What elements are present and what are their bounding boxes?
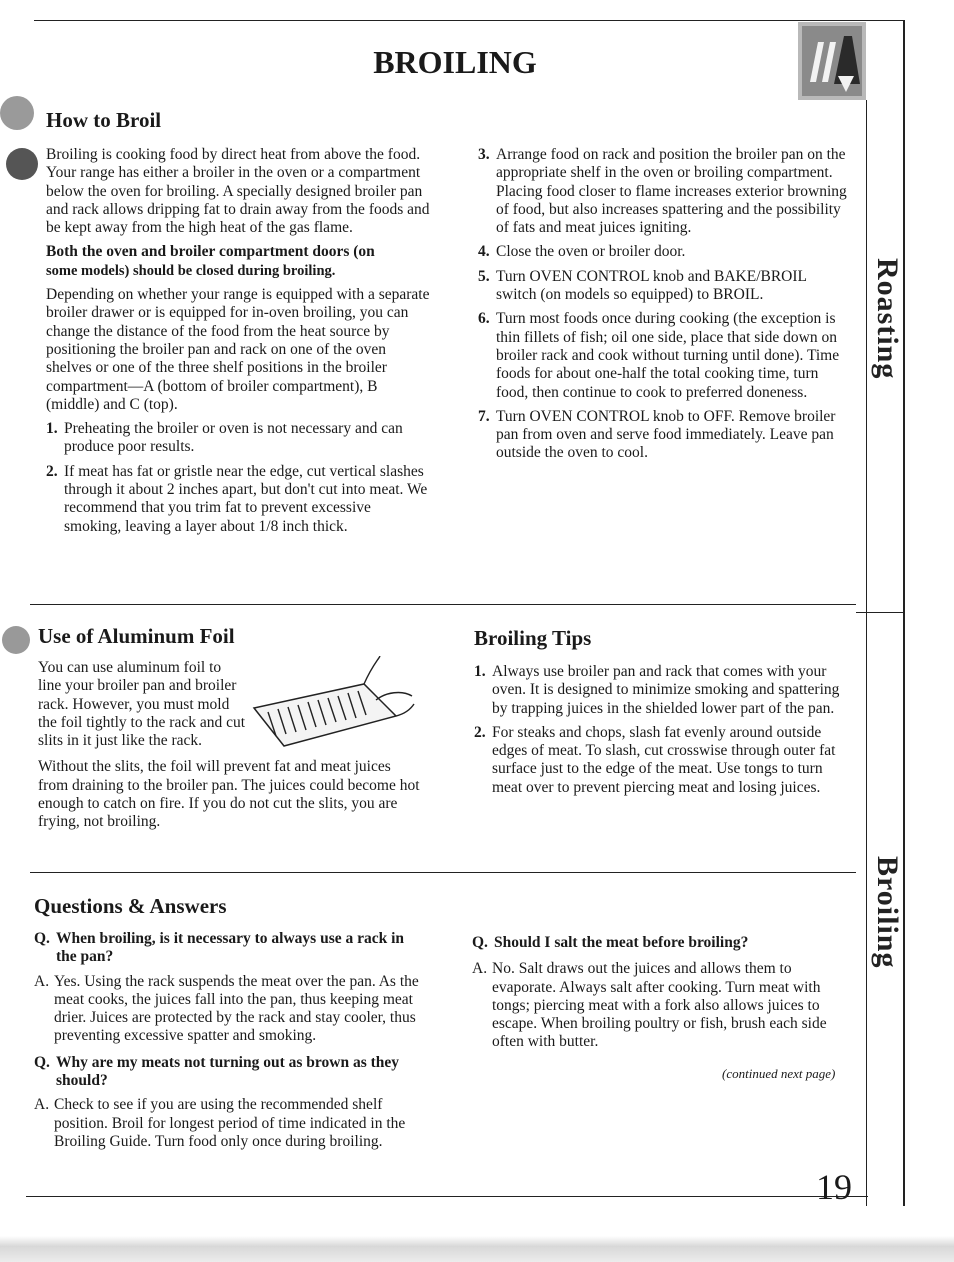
aluminum-foil-heading: Use of Aluminum Foil [38,624,235,648]
continued-note: (continued next page) [722,1066,836,1081]
warning-line-2: some models) should be closed during broiling. [46,262,336,279]
question: Q. When broiling, is it necessary to always use a rack in the pan? [34,930,405,966]
answer: A. No. Salt draws out the juices and allows them to evaporate. Always salt after cooking. Turn meat with tongs; piercing meat with a fork also allows juices to escape. When broiling poultry or fish, brush each side often with butter. [472,960,827,1051]
right-frame-rule [903,20,905,1206]
how-to-broil-section [46,108,431,536]
list-item: 2. For steaks and chops, slash fat evenly around outside edges of meat. To slash, cut crosswise through outer fat surface just to the edge of the meat. Use tongs to turn meat over to prevent piercing meat and losing juices. [474,723,836,796]
answer: A. Yes. Using the rack suspends the meat over the pan. As the meat cooks, the juices fall into the pan, thus keeping meat drier. Juices are protected by the rack and stay cooler, thus preventing excessive spatter and smoking. [34,972,419,1045]
qa-right-column [472,934,846,1052]
brand-logo [798,22,866,100]
list-item: 3. Arrange food on rack and position the broiler pan on the appropriate shelf in the oven or broiling compartment. Placing food closer to flame increases exterior browning of food, but also increases spattering and the possibility of fats and meat juices igniting. [478,146,847,237]
heading-bullet-icon [2,626,30,654]
qa-left-column [34,930,419,1151]
broiling-tips-heading: Broiling Tips [474,626,592,650]
foil-paragraph-2: Without the slits, the foil will prevent fat and meat juices from draining to the broiler pan. The juices could become hot enough to catch on fire. If you do not cut the slits, you are frying, not broiling. [38,758,420,831]
qa-heading: Questions & Answers [34,894,227,918]
side-tab-roasting[interactable]: Roasting [871,258,904,380]
question: Q. Should I salt the meat before broiling? [472,934,749,951]
section-rule-1 [30,604,856,605]
scan-edge-band [0,1236,954,1262]
intro-paragraph: Broiling is cooking food by direct heat from above the food. Your range has either a broiler in the oven or a compartment below the oven for broiling. A specially designed broiler pan and rack allows dripping fat to drain away from the foods and be kept away from the high heat of the gas flame. [46,146,430,237]
page-number: 19 [816,1167,852,1207]
list-item: 7. Turn OVEN CONTROL knob to OFF. Remove broiler pan from oven and serve food immediately. Leave pan outside the oven to cool. [478,407,836,462]
paragraph-bullet-icon [6,148,38,180]
section-rule-2 [30,872,856,873]
foil-paragraph-1: You can use aluminum foil to line your broiler pan and broiler rack. However, you must mold the foil tightly to the rack and cut slits in it just like the rack. [38,659,246,750]
top-rule [34,20,904,21]
how-to-broil-steps-right [478,146,850,463]
broiler-pan-illustration [246,656,416,764]
list-item: 4. Close the oven or broiler door. [478,243,686,261]
list-item: 1. Always use broiler pan and rack that comes with your oven. It is designed to minimize smoking and spattering by trapping juices in the shielded lower part of the pan. [474,663,840,717]
list-item: 2. If meat has fat or gristle near the edge, cut vertical slashes through it about 2 inches apart, but don't cut into meat. We recommend that you trim fat to prevent excessive smoking, leaving a layer about 1/8 inch thick. [46,462,428,535]
bottom-rule [26,1196,868,1197]
inner-tab-rule [866,100,867,1206]
question: Q. Why are my meats not turning out as brown as they should? [34,1053,400,1090]
list-item: 1. Preheating the broiler or oven is not necessary and can produce poor results. [46,420,403,456]
how-to-broil-heading: How to Broil [46,108,162,132]
depending-paragraph: Depending on whether your range is equipped with a separate broiler drawer or is equipped for in-oven broiling, you can change the distance of the food from the heat source by positioning the broiler pan and rack on one of the oven shelves or one of the three shelf positions in the broiler compartment—A (bottom of broiler compartment), B (middle) and C (top). [46,286,430,413]
broiling-tips-section [474,626,850,797]
page-title: BROILING [373,44,537,80]
heading-bullet-icon [0,96,34,130]
tab-divider [856,612,904,613]
warning-line-1: Both the oven and broiler compartment doors (on [46,243,375,261]
list-item: 5. Turn OVEN CONTROL knob and BAKE/BROIL switch (on models so equipped) to BROIL. [478,267,807,304]
list-item: 6. Turn most foods once during cooking (the exception is thin fillets of fish; oil one side, place that side down on broiler rack and cook without turning until done). Time foods for about one-half the total cooking time, turn food, then continue to cook to preferred doneness. [478,310,840,401]
answer: A. Check to see if you are using the recommended shelf position. Broil for longest period of time indicated in the Broiling Guide. Turn food only once during broiling. [34,1096,406,1150]
side-tab-broiling[interactable]: Broiling [871,856,904,969]
